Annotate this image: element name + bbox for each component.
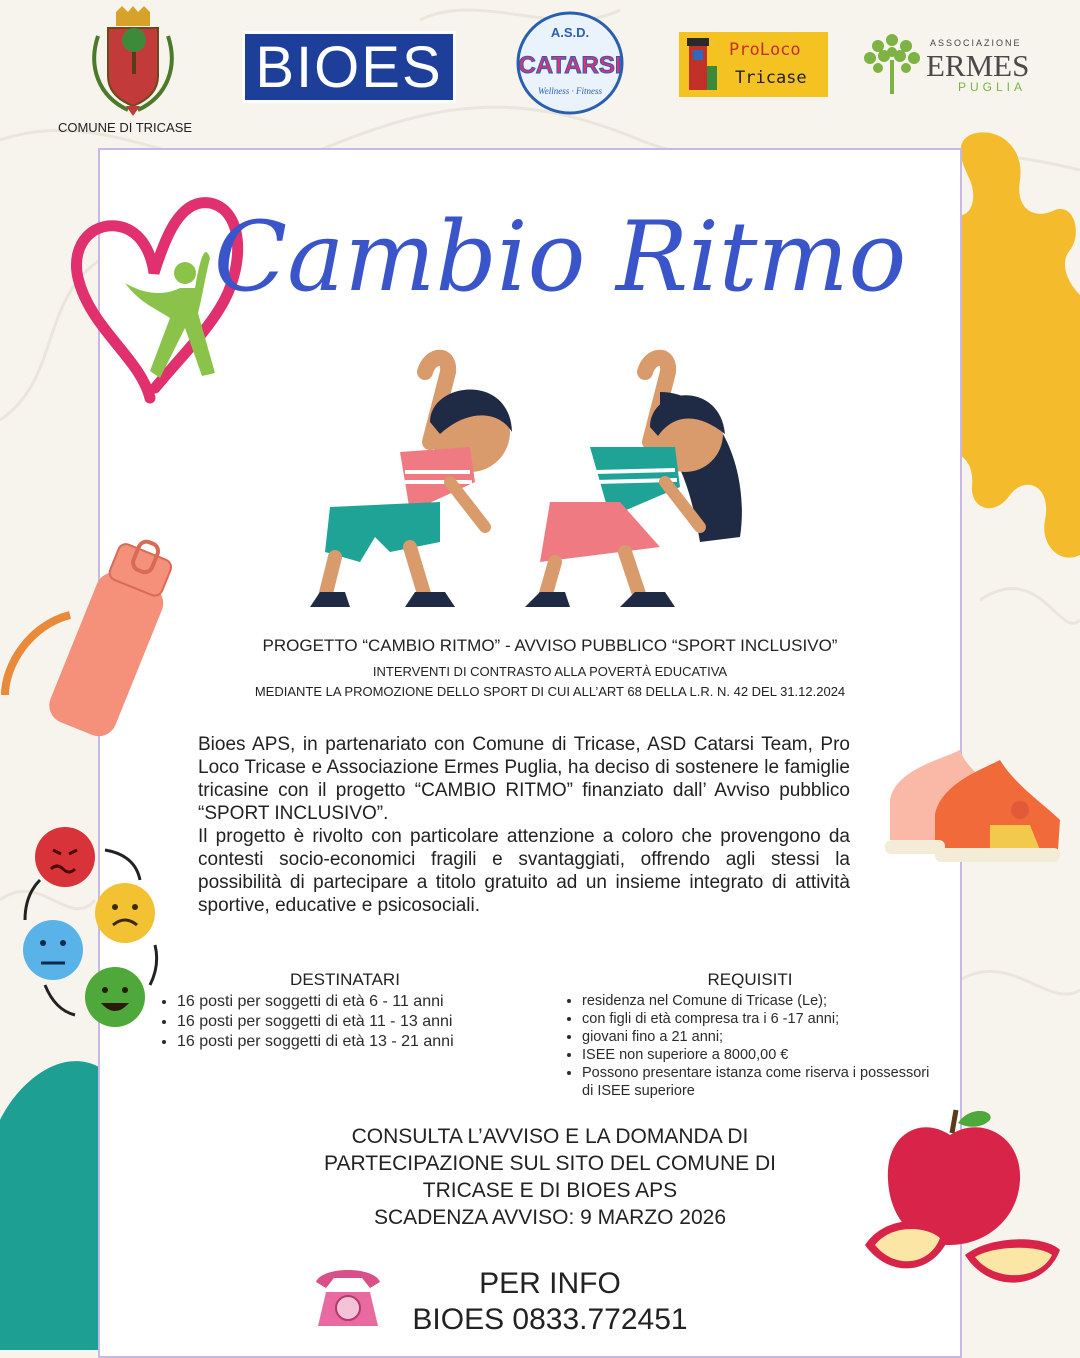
emoji-cycle-icon — [15, 825, 170, 1040]
list-item: • 16 posti per soggetti di età 11 - 13 anni — [177, 1012, 535, 1032]
title-cambio-ritmo — [213, 180, 907, 340]
angry-emoji-icon — [35, 827, 95, 887]
catarsi-logo-top: A.S.D. — [550, 25, 590, 40]
happy-emoji-icon — [85, 967, 145, 1027]
project-sub2: MEDIANTE LA PROMOZIONE DELLO SPORT DI CUI ALL’ART 68 DELLA L.R. N. 42 DEL 31.12.2024 — [254, 684, 846, 699]
neutral-emoji-icon — [23, 920, 83, 980]
title-text: Cambio Ritmo — [213, 201, 907, 313]
destinatari-list — [155, 992, 535, 1052]
tower-icon — [683, 36, 719, 92]
cta-line-3: TRICASE E DI BIOES APS — [422, 1179, 678, 1202]
telephone-icon — [312, 1262, 384, 1330]
tricase-coat-of-arms-icon — [88, 6, 178, 118]
list-item: • con figli di età compresa tra i 6 -17 anni; — [582, 1010, 940, 1028]
boy-figure — [310, 358, 512, 607]
list-item: • 16 posti per soggetti di età 13 - 21 anni — [177, 1032, 535, 1052]
body-paragraph-2: Il progetto è rivolto con particolare attenzione a coloro che provengono da contesti socio-economici fragili e svantaggiati, offrendo agli stessi la possibilità di partecipare a titolo gratuito ad un insieme integrato di attività sportive, educative e psicosociali. — [198, 826, 850, 916]
water-bottle-icon — [0, 535, 175, 745]
info-label: PER INFO — [479, 1267, 621, 1300]
ermes-name: ERMES — [926, 48, 1030, 83]
comune-label: COMUNE DI TRICASE — [57, 120, 193, 135]
list-item: • Possono presentare istanza come riserva i possessori di ISEE superiore — [582, 1064, 940, 1100]
catarsi-logo-sub: Wellness · Fitness — [538, 86, 602, 96]
list-item: • giovani fino a 21 anni; — [582, 1028, 940, 1046]
deadline: SCADENZA AVVISO: 9 MARZO 2026 — [373, 1206, 727, 1229]
proloco-logo — [679, 32, 828, 97]
sneakers-icon — [880, 740, 1060, 870]
sad-emoji-icon — [95, 883, 155, 943]
body-text — [198, 733, 850, 917]
destinatari-section — [155, 970, 535, 1052]
list-item: • ISEE non superiore a 8000,00 € — [582, 1046, 940, 1064]
kids-stretching-illustration — [280, 352, 700, 620]
requisiti-heading: REQUISITI — [707, 970, 793, 989]
list-item: • 16 posti per soggetti di età 6 - 11 anni — [177, 992, 535, 1012]
proloco-line2: Tricase — [735, 68, 807, 88]
catarsi-logo — [508, 10, 632, 116]
contact-info — [380, 1266, 720, 1338]
project-sub1: INTERVENTI DI CONTRASTO ALLA POVERTÀ EDUCATIVA — [372, 664, 728, 679]
destinatari-heading: DESTINATARI — [290, 970, 400, 989]
list-item: • residenza nel Comune di Tricase (Le); — [582, 992, 940, 1010]
ermes-region: PUGLIA — [958, 80, 1027, 94]
requisiti-section — [560, 970, 940, 1100]
ermes-assoc: ASSOCIAZIONE — [930, 38, 1022, 48]
tree-icon — [860, 30, 924, 96]
requisiti-list — [560, 992, 940, 1100]
project-heading-block — [150, 636, 950, 702]
call-to-action — [250, 1123, 850, 1231]
bioes-logo: BIOES — [242, 31, 456, 103]
project-heading: PROGETTO “CAMBIO RITMO” - AVVISO PUBBLICO “SPORT INCLUSIVO” — [262, 636, 838, 655]
catarsi-logo-name: CATARSI — [518, 52, 622, 79]
cta-line-2: PARTECIPAZIONE SUL SITO DEL COMUNE DI — [324, 1152, 776, 1175]
phone-number: BIOES 0833.772451 — [412, 1303, 688, 1336]
proloco-line1: ProLoco — [729, 40, 801, 60]
cta-line-1: CONSULTA L’AVVISO E LA DOMANDA DI — [351, 1125, 749, 1148]
body-paragraph-1: Bioes APS, in partenariato con Comune di Tricase, ASD Catarsi Team, Pro Loco Tricase e Associazione Ermes Puglia, ha deciso di sostenere le famiglie tricasine con il progetto “CAMBIO RITMO” finanziato dall’ Avviso pubblico “SPORT INCLUSIVO”. — [198, 734, 850, 824]
apple-icon — [860, 1105, 1065, 1300]
